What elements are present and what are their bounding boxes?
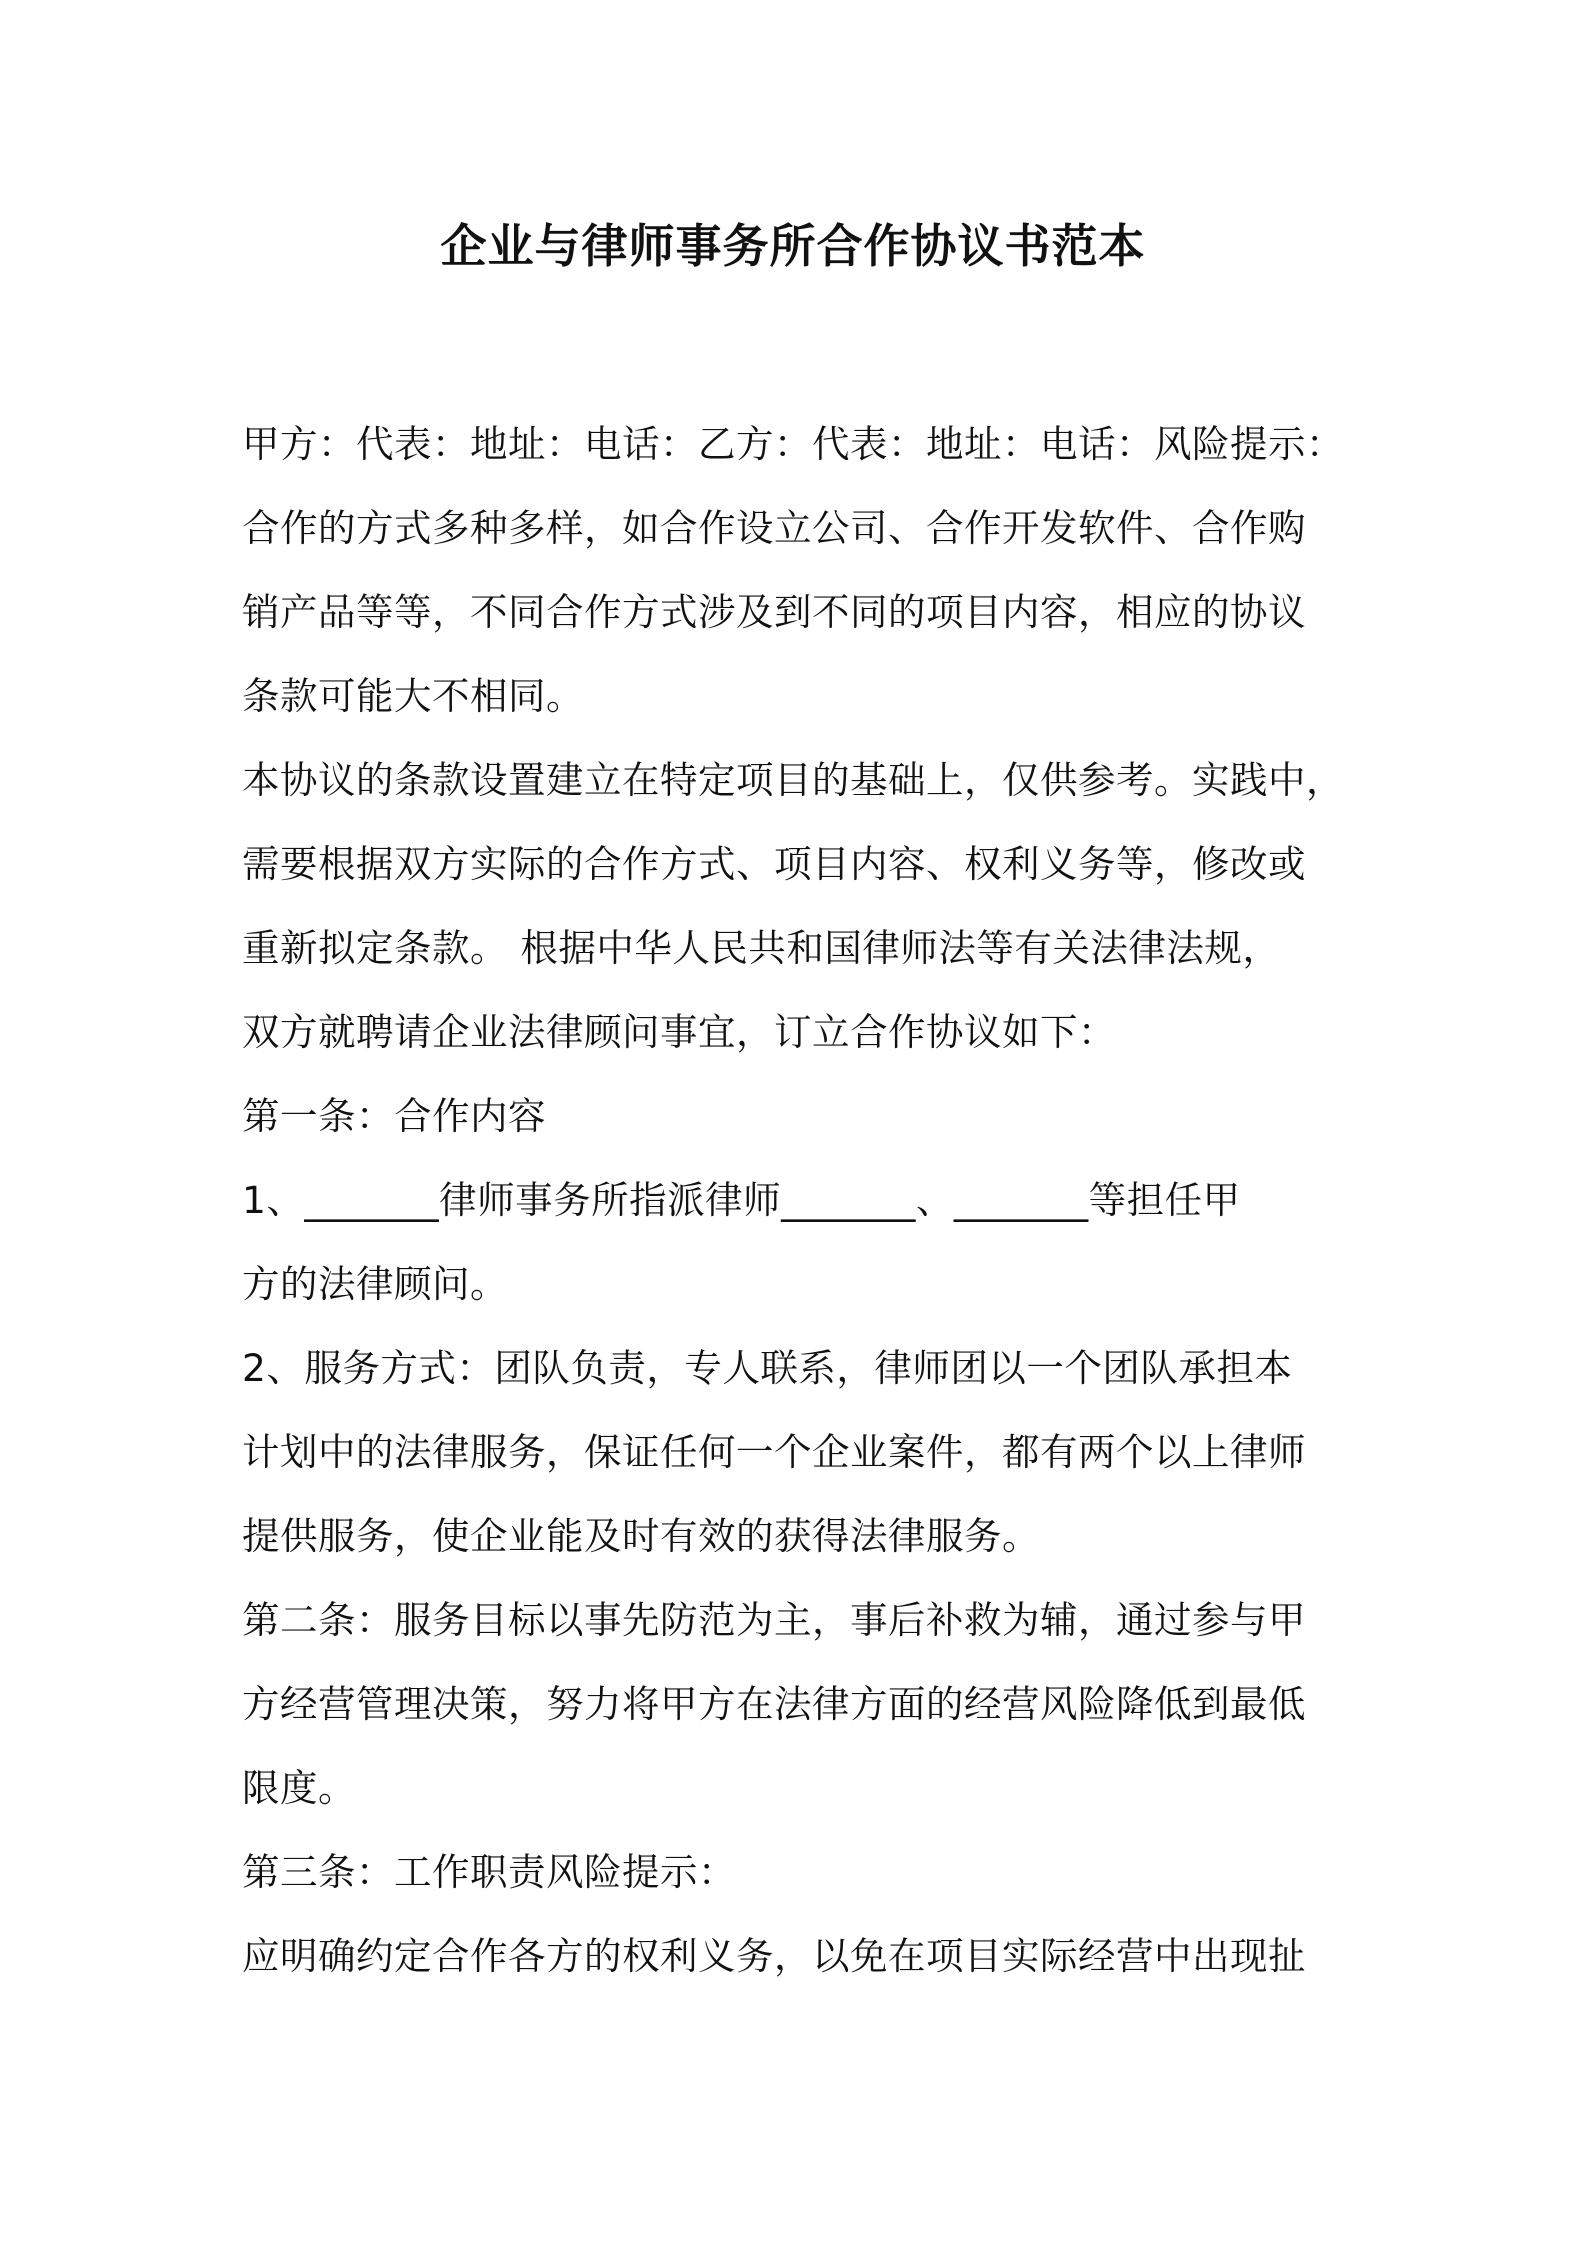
- body-line: 计划中的法律服务，保证任何一个企业案件，都有两个以上律师: [242, 1430, 1306, 1474]
- body-line: 2、服务方式：团队负责，专人联系，律师团以一个团队承担本: [242, 1346, 1293, 1390]
- body-line: 方的法律顾问。: [242, 1262, 508, 1306]
- section-heading: 第三条：工作职责风险提示：: [242, 1850, 736, 1894]
- body-line: 条款可能大不相同。: [242, 674, 584, 718]
- body-line: 甲方：代表：地址：电话：乙方：代表：地址：电话：风险提示：: [242, 422, 1344, 466]
- body-line: 第二条：服务目标以事先防范为主，事后补救为辅，通过参与甲: [242, 1598, 1306, 1642]
- body-line: 销产品等等，不同合作方式涉及到不同的项目内容，相应的协议: [242, 590, 1306, 634]
- section-heading: 第一条：合作内容: [242, 1094, 546, 1138]
- body-line: 应明确约定合作各方的权利义务，以免在项目实际经营中出现扯: [242, 1934, 1306, 1978]
- body-line: 需要根据双方实际的合作方式、项目内容、权利义务等，修改或: [242, 842, 1306, 886]
- body-line: 双方就聘请企业法律顾问事宜，订立合作协议如下：: [242, 1010, 1116, 1054]
- body-line: 1、_______律师事务所指派律师_______、_______等担任甲: [242, 1178, 1241, 1222]
- body-line: 合作的方式多种多样，如合作设立公司、合作开发软件、合作购: [242, 506, 1306, 550]
- document-body: [242, 402, 1350, 1998]
- body-line: 提供服务，使企业能及时有效的获得法律服务。: [242, 1514, 1040, 1558]
- body-line: 方经营管理决策，努力将甲方在法律方面的经营风险降低到最低: [242, 1682, 1306, 1726]
- body-line: 本协议的条款设置建立在特定项目的基础上，仅供参考。实践中，: [242, 758, 1344, 802]
- body-line: 限度。: [242, 1766, 356, 1810]
- body-line: 重新拟定条款。 根据中华人民共和国律师法等有关法律法规，: [242, 926, 1281, 970]
- document-title: 企业与律师事务所合作协议书范本: [440, 219, 1146, 273]
